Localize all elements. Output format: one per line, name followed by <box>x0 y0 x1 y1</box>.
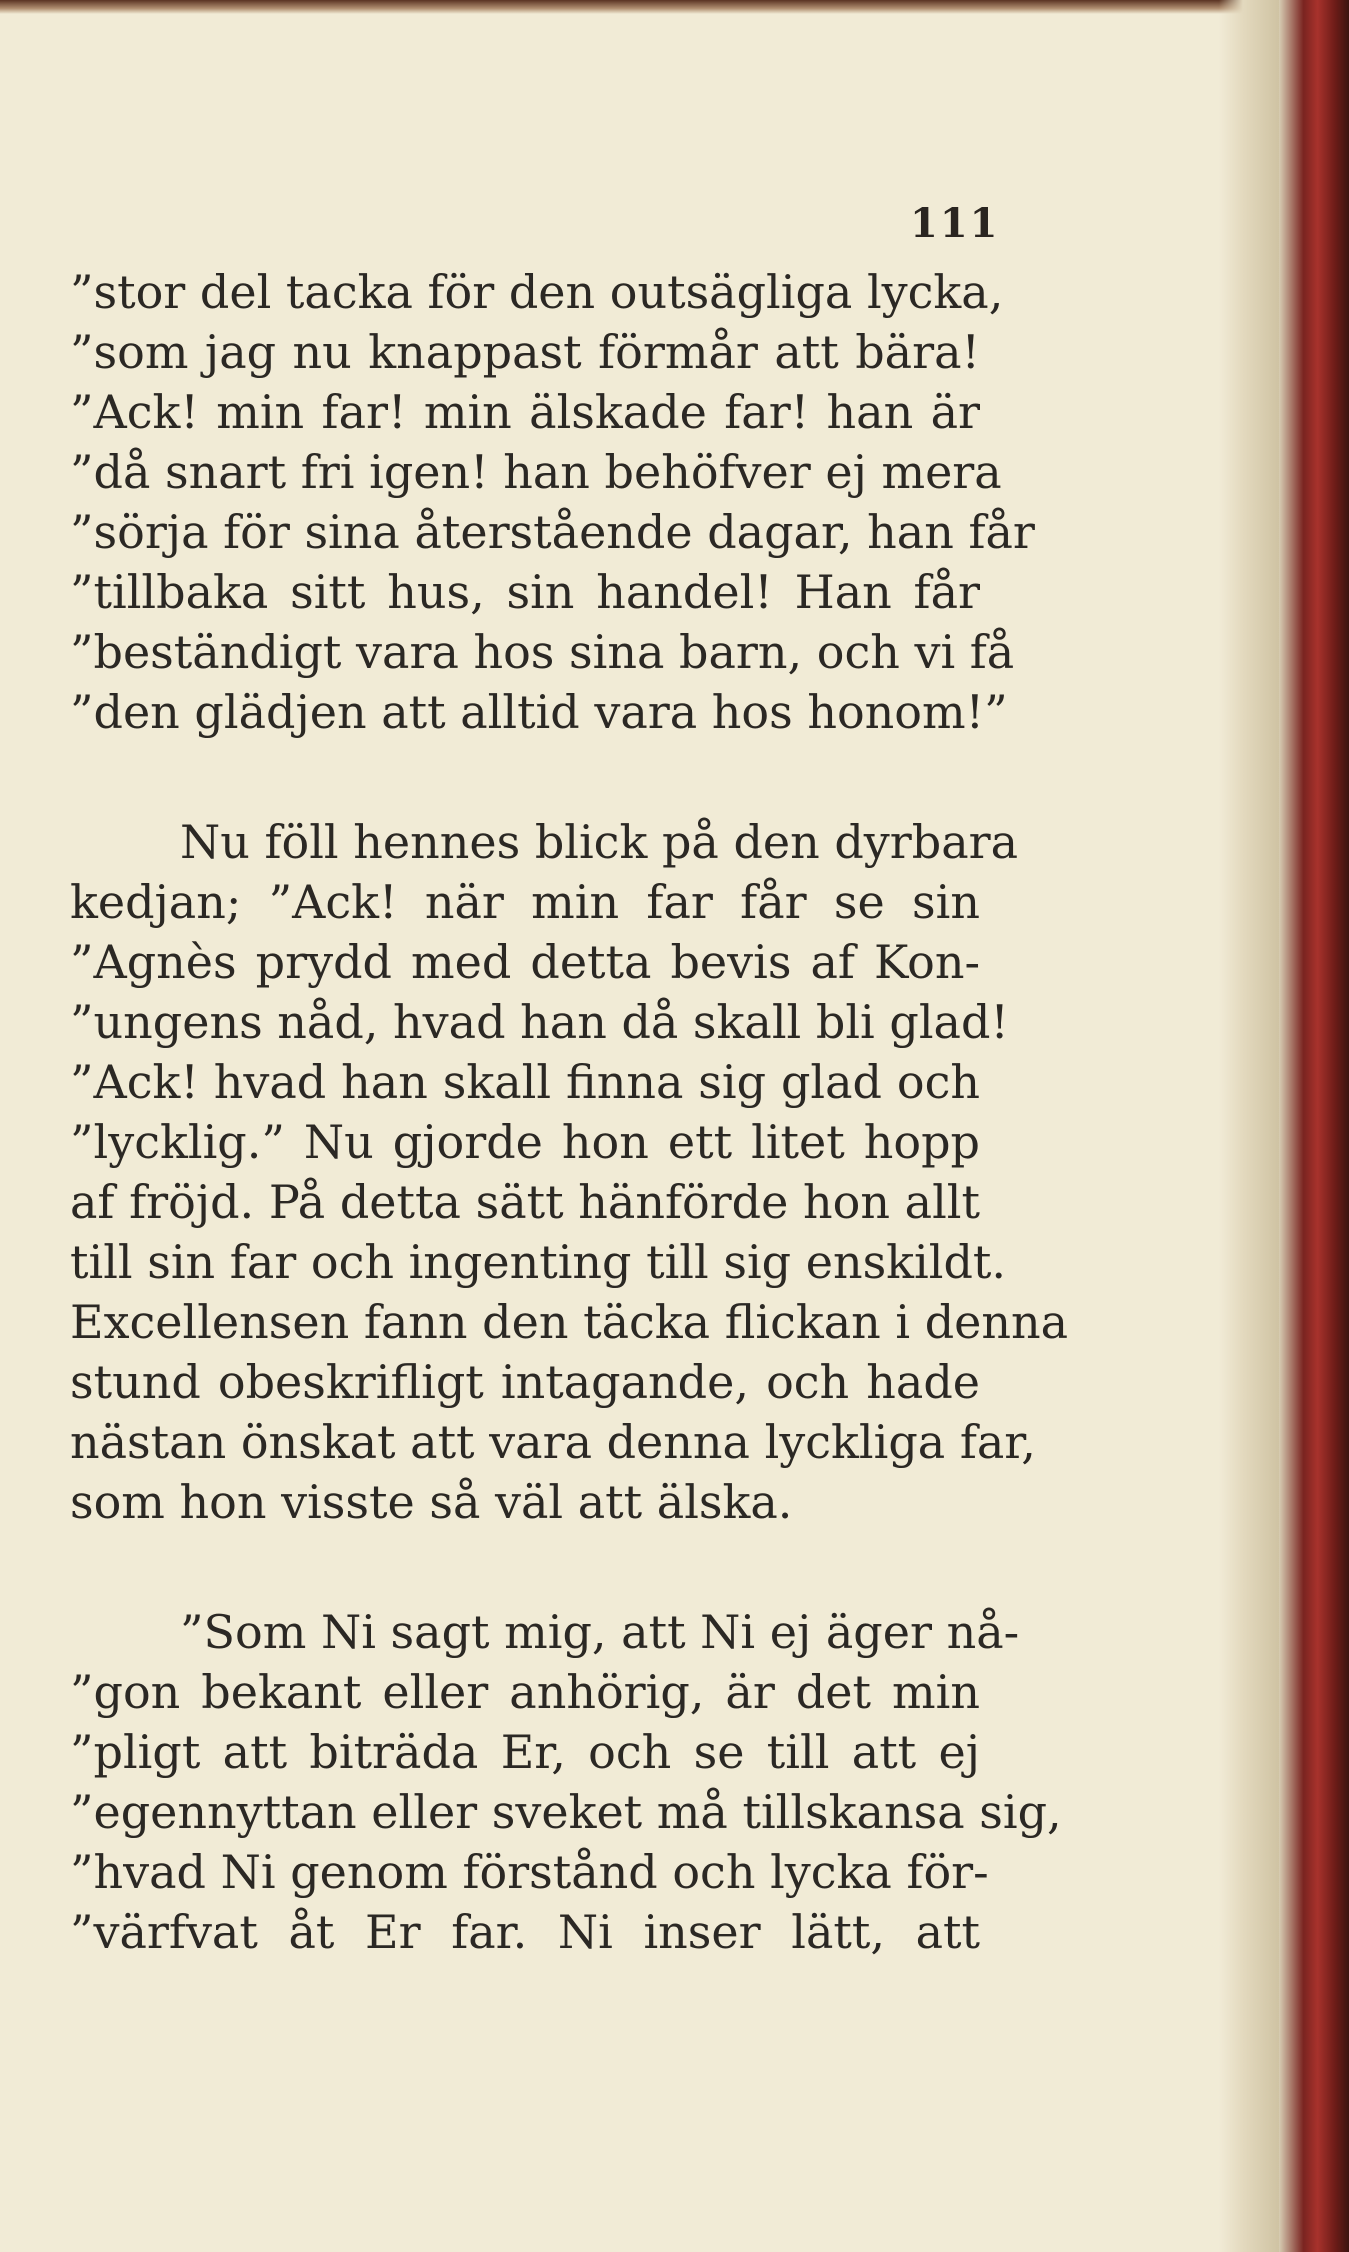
text-line: ”Som Ni sagt mig, att Ni ej äger nå- <box>180 1605 1020 1659</box>
text-line: nästan önskat att vara denna lyckliga far, <box>70 1415 1036 1469</box>
text-line: ”sörja för sina återstående dagar, han får <box>70 505 1035 559</box>
text-line: ”den glädjen att alltid vara hos honom!” <box>70 685 1008 739</box>
text-line: ”lycklig.” Nu gjorde hon ett litet hopp <box>70 1115 980 1169</box>
book-spine-binding <box>1279 0 1349 2252</box>
text-line: ”som jag nu knappast förmår att bära! <box>70 325 980 379</box>
text-line: kedjan; ”Ack! när min far får se sin <box>70 875 980 929</box>
paragraph-1 <box>70 262 1035 742</box>
text-line: Excellensen fann den täcka flickan i denna <box>70 1295 1069 1349</box>
paragraph-gap <box>70 742 980 812</box>
text-line: som hon visste så väl att älska. <box>70 1475 793 1529</box>
page-gutter-edge <box>1219 0 1279 2252</box>
text-line: ”egennyttan eller sveket må tillskansa sig, <box>70 1785 1062 1839</box>
text-line: af fröjd. På detta sätt hänförde hon allt <box>70 1175 980 1229</box>
text-line: till sin far och ingenting till sig enskildt. <box>70 1235 1007 1289</box>
page-number: 111 <box>910 200 1000 247</box>
text-line: ”hvad Ni genom förstånd och lycka för- <box>70 1845 989 1899</box>
top-page-shadow <box>0 0 1349 14</box>
body-text <box>70 262 1069 1962</box>
text-line: stund obeskrifligt intagande, och hade <box>70 1355 980 1409</box>
text-line: ”Ack! min far! min älskade far! han är <box>70 385 980 439</box>
text-line: ”ungens nåd, hvad han då skall bli glad! <box>70 995 1009 1049</box>
text-line: ”gon bekant eller anhörig, är det min <box>70 1665 980 1719</box>
text-line: ”Ack! hvad han skall finna sig glad och <box>70 1055 980 1109</box>
paragraph-3 <box>70 1602 1062 1962</box>
paragraph-gap <box>70 1532 980 1602</box>
text-line: ”värfvat åt Er far. Ni inser lätt, att <box>70 1905 980 1959</box>
text-line: ”beständigt vara hos sina barn, och vi få <box>70 625 1015 679</box>
text-line: Nu föll hennes blick på den dyrbara <box>180 815 1019 869</box>
text-line: ”pligt att biträda Er, och se till att ej <box>70 1725 980 1779</box>
text-line: ”tillbaka sitt hus, sin handel! Han får <box>70 565 980 619</box>
text-line: ”då snart fri igen! han behöfver ej mera <box>70 445 1002 499</box>
paragraph-2 <box>70 812 1069 1532</box>
text-line: ”Agnès prydd med detta bevis af Kon- <box>70 935 980 989</box>
text-line: ”stor del tacka för den outsägliga lycka, <box>70 265 1004 319</box>
